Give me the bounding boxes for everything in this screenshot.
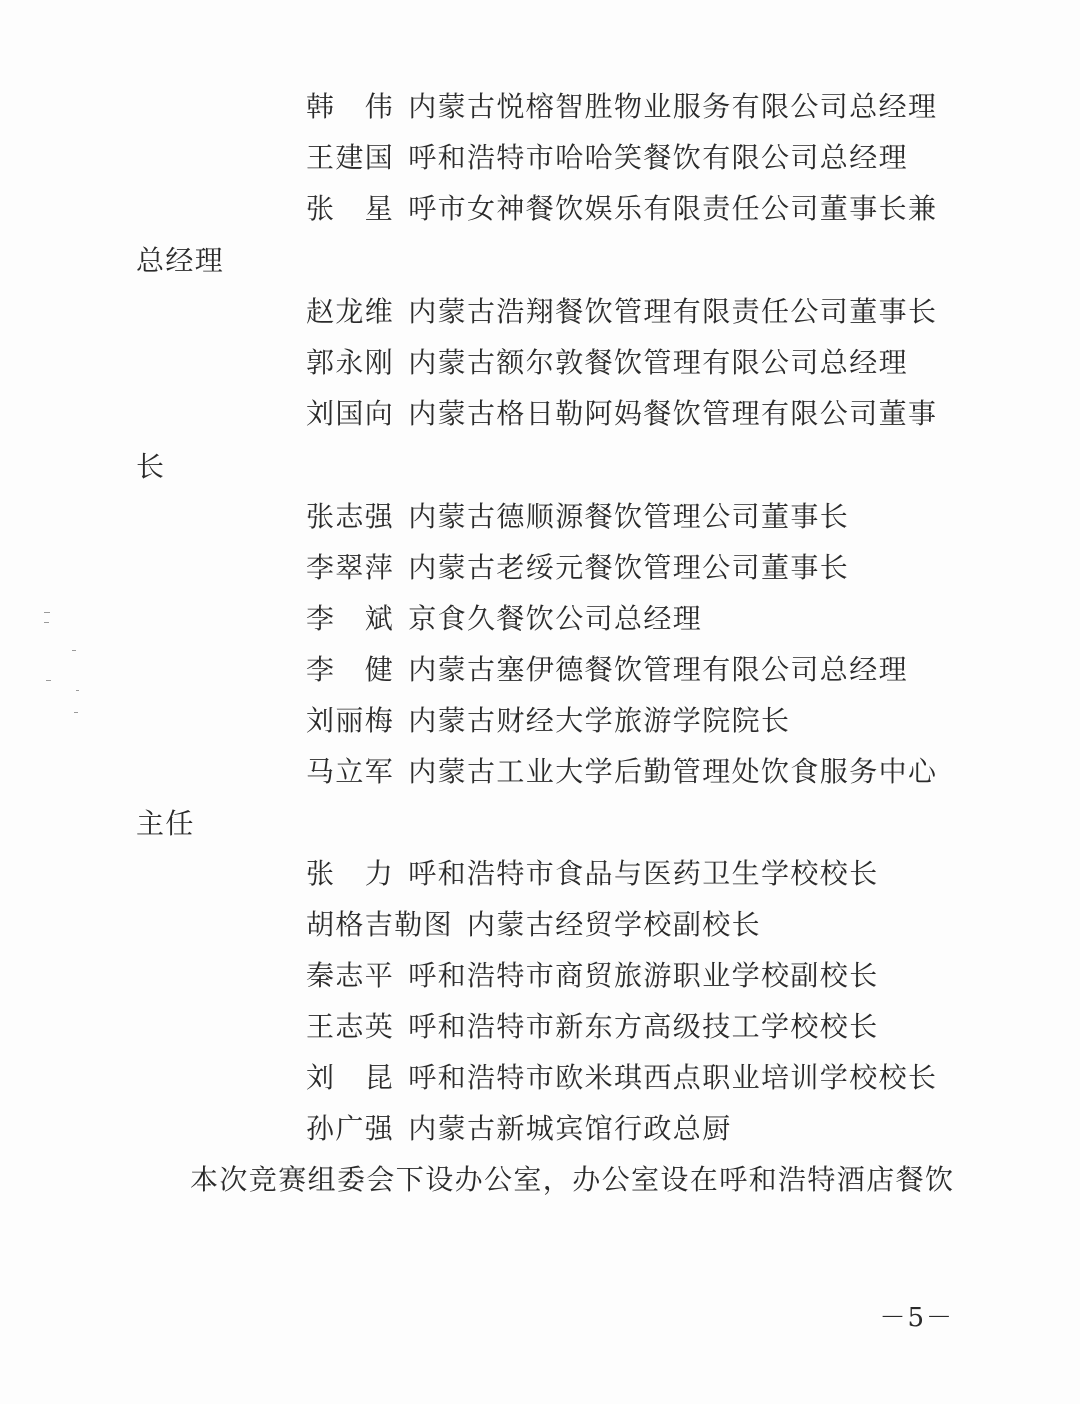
member-title-continuation: 主任 bbox=[136, 807, 195, 840]
member-title: 内蒙古德顺源餐饮管理公司董事长 bbox=[408, 500, 850, 533]
member-title: 呼市女神餐饮娱乐有限责任公司董事长兼 bbox=[408, 192, 938, 225]
member-name: 张志强 bbox=[306, 500, 395, 533]
member-name: 刘 昆 bbox=[306, 1061, 395, 1094]
scan-speck bbox=[44, 622, 49, 623]
member-name: 韩 伟 bbox=[306, 90, 395, 123]
member-row bbox=[306, 1010, 879, 1044]
member-title: 内蒙古财经大学旅游学院院长 bbox=[408, 704, 791, 737]
member-title: 呼和浩特市新东方高级技工学校校长 bbox=[408, 1010, 879, 1043]
member-name: 赵龙维 bbox=[306, 295, 395, 328]
member-row bbox=[306, 1112, 732, 1146]
member-title: 呼和浩特市食品与医药卫生学校校长 bbox=[408, 857, 879, 890]
member-row bbox=[306, 857, 879, 891]
scan-speck bbox=[76, 690, 79, 691]
member-name: 刘国向 bbox=[306, 397, 395, 430]
member-row bbox=[306, 397, 937, 431]
member-title: 呼和浩特市欧米琪西点职业培训学校校长 bbox=[408, 1061, 938, 1094]
member-name: 李 斌 bbox=[306, 602, 395, 635]
member-title: 内蒙古新城宾馆行政总厨 bbox=[408, 1112, 732, 1145]
scan-speck bbox=[46, 680, 51, 681]
member-row bbox=[306, 346, 908, 380]
member-name: 秦志平 bbox=[306, 959, 395, 992]
member-title: 内蒙古塞伊德餐饮管理有限公司总经理 bbox=[408, 653, 909, 686]
member-title: 内蒙古老绥元餐饮管理公司董事长 bbox=[408, 551, 850, 584]
member-name: 李 健 bbox=[306, 653, 395, 686]
member-row bbox=[306, 90, 937, 124]
member-row bbox=[306, 1061, 937, 1095]
member-title-continuation: 长 bbox=[136, 450, 166, 483]
member-row bbox=[306, 755, 937, 789]
member-title-continuation: 总经理 bbox=[136, 244, 225, 277]
member-name: 孙广强 bbox=[306, 1112, 395, 1145]
member-title: 呼和浩特市商贸旅游职业学校副校长 bbox=[408, 959, 879, 992]
member-name: 马立军 bbox=[306, 755, 395, 788]
scan-speck bbox=[74, 712, 78, 713]
member-row bbox=[306, 704, 790, 738]
member-name: 王建国 bbox=[306, 141, 395, 174]
member-name: 郭永刚 bbox=[306, 346, 395, 379]
member-title: 内蒙古额尔敦餐饮管理有限公司总经理 bbox=[408, 346, 909, 379]
member-title: 呼和浩特市哈哈笑餐饮有限公司总经理 bbox=[408, 141, 909, 174]
member-row bbox=[306, 192, 937, 226]
member-row bbox=[306, 959, 879, 993]
member-name: 胡格吉勒图 bbox=[306, 908, 454, 941]
member-title: 内蒙古格日勒阿妈餐饮管理有限公司董事 bbox=[408, 397, 938, 430]
member-name: 刘丽梅 bbox=[306, 704, 395, 737]
member-row bbox=[306, 500, 849, 534]
member-row bbox=[306, 141, 908, 175]
member-title: 京食久餐饮公司总经理 bbox=[408, 602, 703, 635]
member-title: 内蒙古工业大学后勤管理处饮食服务中心 bbox=[408, 755, 938, 788]
member-title: 内蒙古悦榕智胜物业服务有限公司总经理 bbox=[408, 90, 938, 123]
scan-speck bbox=[72, 650, 76, 651]
scan-speck bbox=[44, 612, 50, 613]
member-row bbox=[306, 295, 937, 329]
member-row bbox=[306, 653, 908, 687]
member-name: 张 星 bbox=[306, 192, 395, 225]
page-number: －5－ bbox=[879, 1303, 954, 1333]
member-name: 张 力 bbox=[306, 857, 395, 890]
member-name: 李翠萍 bbox=[306, 551, 395, 584]
member-title: 内蒙古经贸学校副校长 bbox=[467, 908, 762, 941]
member-title: 内蒙古浩翔餐饮管理有限责任公司董事长 bbox=[408, 295, 938, 328]
member-row bbox=[306, 908, 761, 942]
body-paragraph: 本次竞赛组委会下设办公室，办公室设在呼和浩特酒店餐饮 bbox=[190, 1163, 955, 1196]
member-row bbox=[306, 551, 849, 585]
member-name: 王志英 bbox=[306, 1010, 395, 1043]
member-row bbox=[306, 602, 702, 636]
